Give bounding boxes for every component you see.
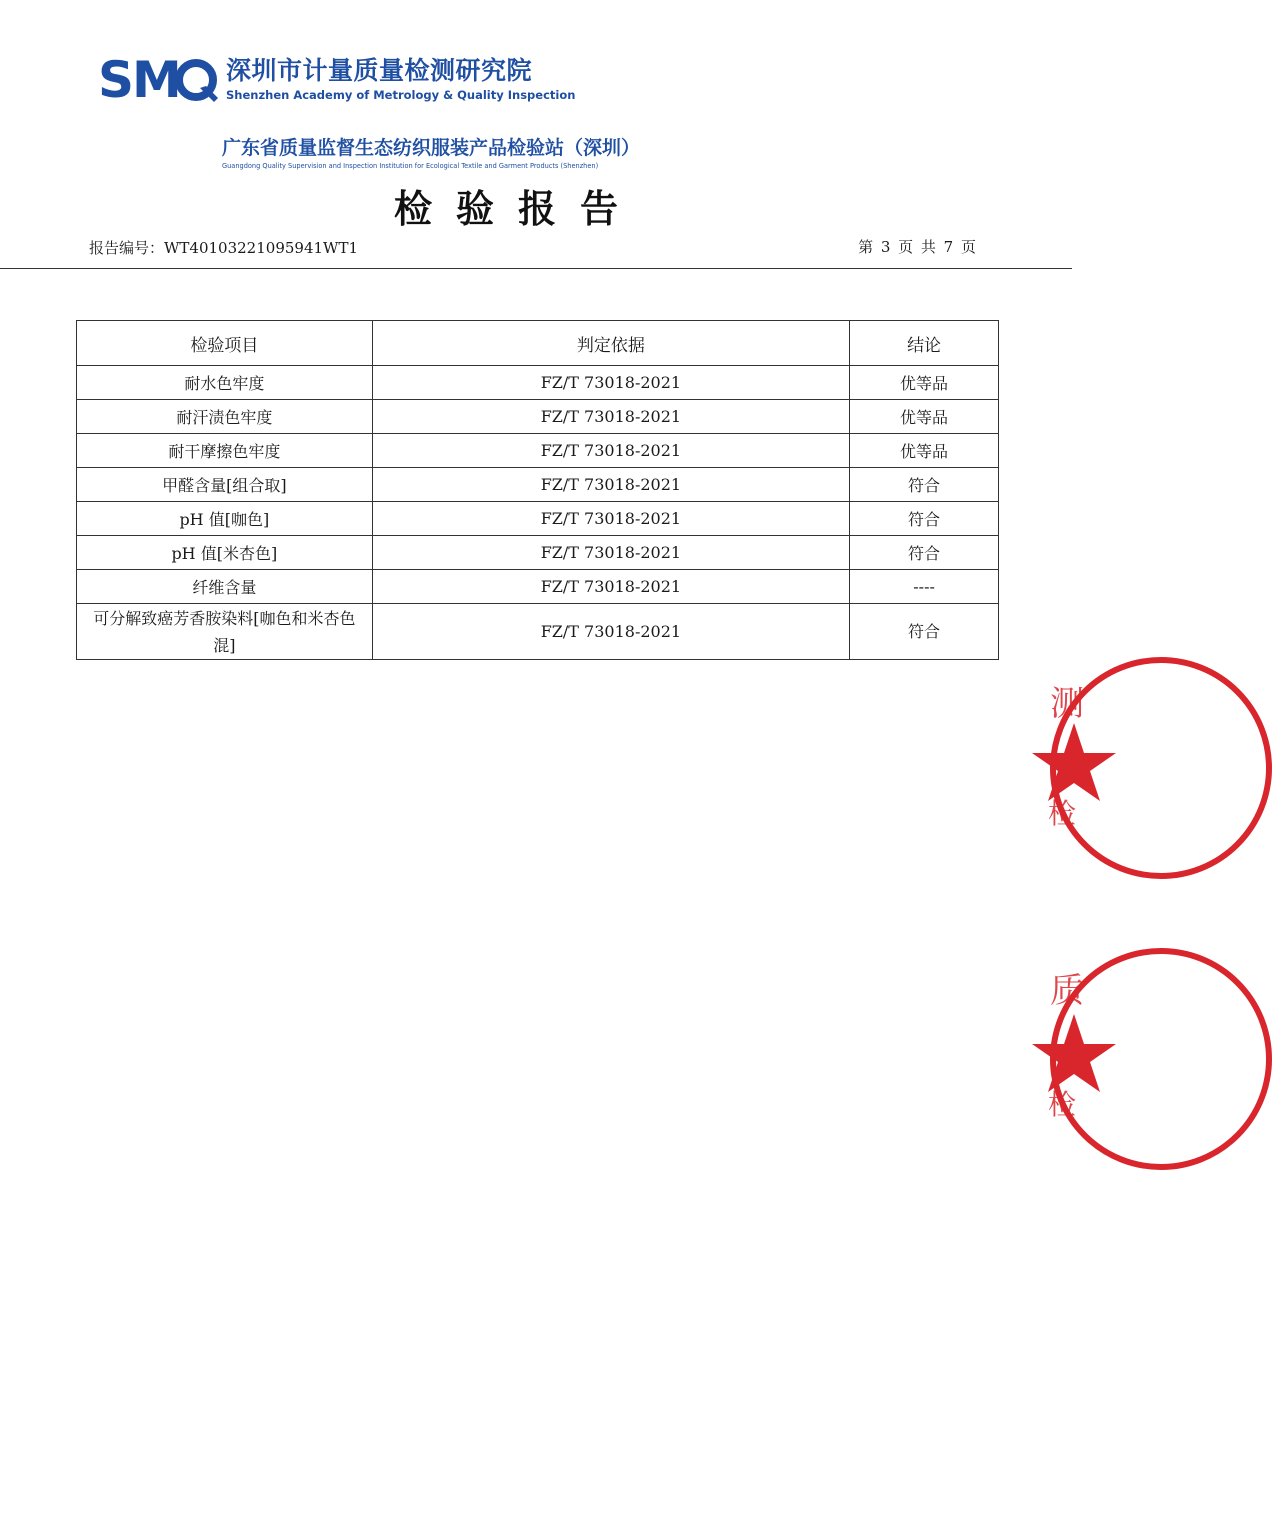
cell-result: ---- bbox=[850, 570, 999, 604]
page-indicator: 第 3 页 共 7 页 bbox=[858, 238, 976, 256]
station-name-en: Guangdong Quality Supervision and Inspection Institution for Ecological Textile and Garment Products (Shenzhen) bbox=[222, 162, 599, 170]
cell-result: 优等品 bbox=[850, 366, 999, 400]
logo-mark: SM bbox=[98, 51, 180, 109]
cell-result: 符合 bbox=[850, 502, 999, 536]
cell-item: 纤维含量 bbox=[77, 570, 373, 604]
table-row bbox=[77, 468, 999, 502]
cell-basis: FZ/T 73018-2021 bbox=[372, 434, 849, 468]
header-divider bbox=[0, 268, 1072, 269]
seal-char-top: 测 bbox=[1050, 684, 1084, 724]
station-name-cn: 广东省质量监督生态纺织服装产品检验站（深圳） bbox=[222, 137, 641, 159]
seal-char-top: 质 bbox=[1050, 971, 1084, 1011]
cell-item: 耐干摩擦色牢度 bbox=[77, 434, 373, 468]
cell-item: 甲醛含量[组合取] bbox=[77, 468, 373, 502]
header-basis: 判定依据 bbox=[372, 321, 849, 366]
table-row bbox=[77, 570, 999, 604]
logo-q-icon bbox=[174, 58, 222, 106]
cell-basis: FZ/T 73018-2021 bbox=[372, 366, 849, 400]
table-row bbox=[77, 434, 999, 468]
cell-item: 可分解致癌芳香胺染料[咖色和米杏色混] bbox=[77, 604, 373, 660]
official-seal-stamp bbox=[1046, 653, 1276, 883]
cell-basis: FZ/T 73018-2021 bbox=[372, 604, 849, 660]
cell-result: 符合 bbox=[850, 604, 999, 660]
cell-basis: FZ/T 73018-2021 bbox=[372, 502, 849, 536]
cell-item: pH 值[米杏色] bbox=[77, 536, 373, 570]
institute-logo bbox=[98, 51, 576, 110]
cell-result: 符合 bbox=[850, 468, 999, 502]
official-seal-stamp bbox=[1046, 944, 1276, 1174]
table-row bbox=[77, 400, 999, 434]
cell-item: pH 值[咖色] bbox=[77, 502, 373, 536]
cell-item: 耐水色牢度 bbox=[77, 366, 373, 400]
inspection-results-table bbox=[76, 320, 999, 660]
table-row bbox=[77, 536, 999, 570]
cell-basis: FZ/T 73018-2021 bbox=[372, 400, 849, 434]
table-header-row bbox=[77, 321, 999, 366]
table-row bbox=[77, 366, 999, 400]
cell-basis: FZ/T 73018-2021 bbox=[372, 468, 849, 502]
institute-name-en: Shenzhen Academy of Metrology & Quality Inspection bbox=[226, 88, 576, 102]
institute-name-cn: 深圳市计量质量检测研究院 bbox=[226, 56, 533, 85]
table-row bbox=[77, 604, 999, 660]
header-result: 结论 bbox=[850, 321, 999, 366]
cell-item: 耐汗渍色牢度 bbox=[77, 400, 373, 434]
cell-basis: FZ/T 73018-2021 bbox=[372, 536, 849, 570]
report-title: 检验报告 bbox=[393, 187, 642, 231]
cell-result: 符合 bbox=[850, 536, 999, 570]
seal-char-bottom: 检 bbox=[1048, 1088, 1077, 1121]
header-item: 检验项目 bbox=[77, 321, 373, 366]
cell-result: 优等品 bbox=[850, 434, 999, 468]
cell-result: 优等品 bbox=[850, 400, 999, 434]
seal-char-bottom: 检 bbox=[1048, 797, 1077, 830]
report-number: 报告编号：WT40103221095941WT1 bbox=[89, 239, 358, 257]
cell-basis: FZ/T 73018-2021 bbox=[372, 570, 849, 604]
table-row bbox=[77, 502, 999, 536]
